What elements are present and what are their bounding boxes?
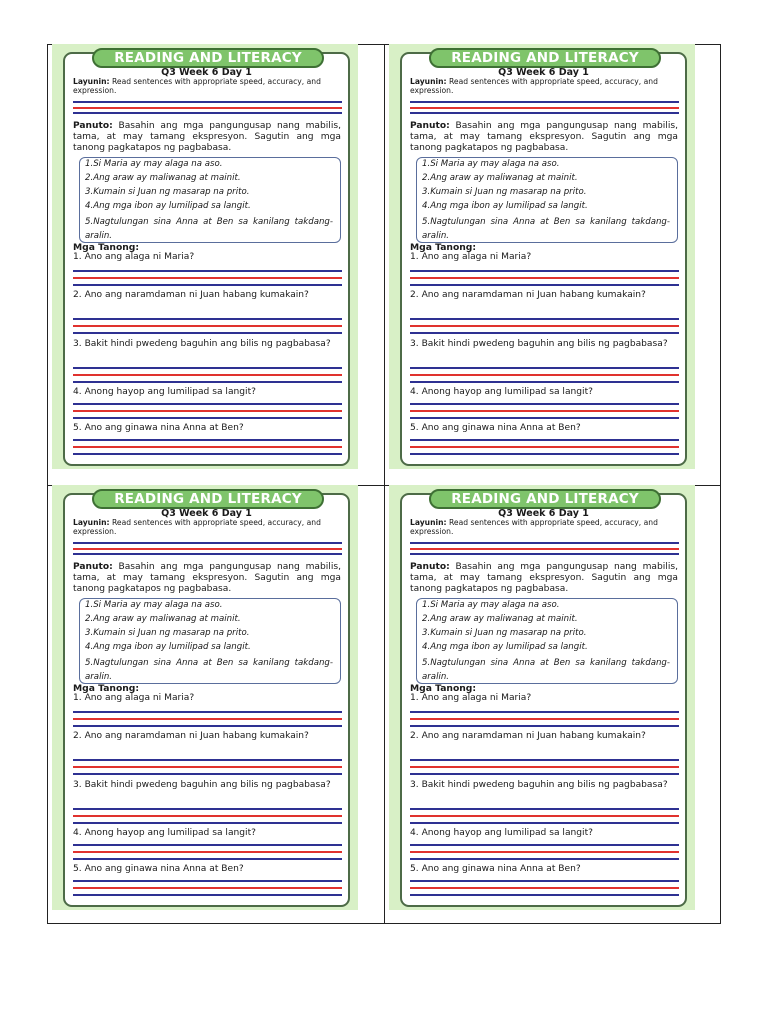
answer-line-blue	[410, 112, 679, 114]
answer-line-red	[73, 815, 342, 817]
question-item: 2. Ano ang naramdaman ni Juan habang kumakain?	[73, 731, 309, 741]
objective-text: Read sentences with appropriate speed, accuracy, and expression.	[73, 77, 321, 95]
directions	[73, 562, 341, 594]
card-banner: READING AND LITERACY	[92, 48, 324, 68]
answer-line-red	[73, 548, 342, 550]
answer-line-blue	[410, 318, 679, 320]
answer-line-red	[410, 718, 679, 720]
question-item: 5. Ano ang ginawa nina Anna at Ben?	[73, 864, 244, 874]
sentences-box	[416, 157, 678, 243]
question-item: 5. Ano ang ginawa nina Anna at Ben?	[73, 423, 244, 433]
answer-line-red	[410, 277, 679, 279]
answer-line-blue	[410, 894, 679, 896]
card-banner: READING AND LITERACY	[92, 489, 324, 509]
directions-text: Basahin ang mga pangungusap nang mabilis, tama, at may tamang ekspresyon. Sagutin ang mga tanong pagkatapos ng pagbabasa.	[410, 121, 678, 153]
answer-line-blue	[410, 844, 679, 846]
answer-line-red	[410, 815, 679, 817]
answer-line-red	[410, 374, 679, 376]
objective	[73, 519, 341, 536]
answer-line-blue	[73, 808, 342, 810]
directions-label: Panuto:	[410, 562, 450, 572]
sentence-item: 3.Kumain si Juan ng masarap na prito.	[85, 187, 250, 197]
answer-line-blue	[73, 101, 342, 103]
sentence-item: 5.Nagtulungan sina Anna at Ben sa kanilang takdang-aralin.	[85, 658, 333, 682]
directions-text: Basahin ang mga pangungusap nang mabilis, tama, at may tamang ekspresyon. Sagutin ang mga tanong pagkatapos ng pagbabasa.	[73, 562, 341, 594]
question-item: 4. Anong hayop ang lumilipad sa langit?	[410, 387, 593, 397]
sheet-vertical-divider	[384, 44, 385, 924]
questions-heading: Mga Tanong:	[73, 683, 140, 694]
answer-line-blue	[73, 542, 342, 544]
week-label: Q3 Week 6 Day 1	[498, 67, 589, 78]
question-item: 1. Ano ang alaga ni Maria?	[73, 693, 195, 703]
answer-line-blue	[410, 367, 679, 369]
answer-line-blue	[410, 725, 679, 727]
answer-line-blue	[410, 880, 679, 882]
answer-line-red	[410, 410, 679, 412]
answer-line-blue	[410, 453, 679, 455]
question-item: 5. Ano ang ginawa nina Anna at Ben?	[410, 864, 581, 874]
sentence-item: 2.Ang araw ay maliwanag at mainit.	[85, 173, 241, 183]
answer-line-red	[73, 325, 342, 327]
sentences-box	[79, 157, 341, 243]
answer-line-blue	[73, 858, 342, 860]
sentence-item: 4.Ang mga ibon ay lumilipad sa langit.	[422, 642, 588, 652]
answer-line-red	[73, 718, 342, 720]
question-item: 4. Anong hayop ang lumilipad sa langit?	[73, 387, 256, 397]
question-item: 4. Anong hayop ang lumilipad sa langit?	[410, 828, 593, 838]
sentence-item: 2.Ang araw ay maliwanag at mainit.	[422, 614, 578, 624]
answer-line-blue	[73, 284, 342, 286]
worksheet-card	[389, 485, 695, 910]
questions-heading: Mga Tanong:	[410, 242, 477, 253]
answer-line-red	[410, 446, 679, 448]
answer-line-blue	[73, 453, 342, 455]
question-item: 3. Bakit hindi pwedeng baguhin ang bilis ng pagbabasa?	[73, 780, 331, 790]
objective-text: Read sentences with appropriate speed, accuracy, and expression.	[410, 77, 658, 95]
answer-line-blue	[73, 403, 342, 405]
answer-line-blue	[73, 759, 342, 761]
answer-line-blue	[73, 381, 342, 383]
answer-line-red	[410, 107, 679, 109]
card-frame	[63, 52, 350, 466]
objective-text: Read sentences with appropriate speed, accuracy, and expression.	[410, 518, 658, 536]
answer-line-blue	[73, 367, 342, 369]
answer-line-blue	[73, 880, 342, 882]
answer-line-red	[410, 766, 679, 768]
objective	[410, 519, 678, 536]
directions	[410, 562, 678, 594]
worksheet-card	[389, 44, 695, 469]
question-item: 3. Bakit hindi pwedeng baguhin ang bilis ng pagbabasa?	[410, 339, 668, 349]
answer-line-red	[73, 374, 342, 376]
objective-label: Layunin:	[410, 518, 447, 527]
answer-line-red	[73, 107, 342, 109]
week-label: Q3 Week 6 Day 1	[161, 67, 252, 78]
answer-line-blue	[410, 417, 679, 419]
questions-heading: Mga Tanong:	[410, 683, 477, 694]
question-item: 2. Ano ang naramdaman ni Juan habang kumakain?	[410, 731, 646, 741]
sentences-box	[79, 598, 341, 684]
answer-line-blue	[410, 858, 679, 860]
directions	[410, 121, 678, 153]
sentence-item: 1.Si Maria ay may alaga na aso.	[85, 600, 223, 610]
answer-line-red	[73, 887, 342, 889]
answer-line-blue	[410, 773, 679, 775]
answer-line-blue	[73, 270, 342, 272]
answer-line-blue	[73, 894, 342, 896]
question-item: 1. Ano ang alaga ni Maria?	[410, 693, 532, 703]
directions-label: Panuto:	[73, 121, 113, 131]
answer-line-blue	[410, 381, 679, 383]
sentence-item: 2.Ang araw ay maliwanag at mainit.	[85, 614, 241, 624]
card-frame	[400, 493, 687, 907]
answer-line-blue	[410, 542, 679, 544]
answer-line-blue	[73, 318, 342, 320]
answer-line-blue	[73, 725, 342, 727]
answer-line-blue	[410, 101, 679, 103]
question-item: 4. Anong hayop ang lumilipad sa langit?	[73, 828, 256, 838]
directions	[73, 121, 341, 153]
worksheet-card	[52, 485, 358, 910]
answer-line-blue	[410, 822, 679, 824]
worksheet-card	[52, 44, 358, 469]
question-item: 5. Ano ang ginawa nina Anna at Ben?	[410, 423, 581, 433]
answer-line-blue	[73, 711, 342, 713]
sentence-item: 5.Nagtulungan sina Anna at Ben sa kanilang takdang-aralin.	[422, 217, 670, 241]
answer-line-blue	[410, 808, 679, 810]
question-item: 2. Ano ang naramdaman ni Juan habang kumakain?	[410, 290, 646, 300]
sentence-item: 4.Ang mga ibon ay lumilipad sa langit.	[85, 201, 251, 211]
week-label: Q3 Week 6 Day 1	[498, 508, 589, 519]
answer-line-blue	[410, 284, 679, 286]
card-frame	[63, 493, 350, 907]
answer-line-blue	[410, 332, 679, 334]
card-banner: READING AND LITERACY	[429, 48, 661, 68]
objective-text: Read sentences with appropriate speed, accuracy, and expression.	[73, 518, 321, 536]
objective-label: Layunin:	[73, 518, 110, 527]
questions-heading: Mga Tanong:	[73, 242, 140, 253]
objective	[410, 78, 678, 95]
sentence-item: 3.Kumain si Juan ng masarap na prito.	[85, 628, 250, 638]
answer-line-red	[410, 851, 679, 853]
objective-label: Layunin:	[73, 77, 110, 86]
question-item: 1. Ano ang alaga ni Maria?	[73, 252, 195, 262]
answer-line-blue	[410, 553, 679, 555]
answer-line-blue	[73, 844, 342, 846]
question-item: 3. Bakit hindi pwedeng baguhin ang bilis ng pagbabasa?	[73, 339, 331, 349]
answer-line-blue	[73, 112, 342, 114]
answer-line-blue	[73, 439, 342, 441]
answer-line-blue	[410, 403, 679, 405]
directions-label: Panuto:	[73, 562, 113, 572]
sentence-item: 4.Ang mga ibon ay lumilipad sa langit.	[422, 201, 588, 211]
answer-line-blue	[410, 270, 679, 272]
answer-line-blue	[410, 759, 679, 761]
sentence-item: 1.Si Maria ay may alaga na aso.	[422, 600, 560, 610]
sentence-item: 1.Si Maria ay may alaga na aso.	[85, 159, 223, 169]
card-frame	[400, 52, 687, 466]
answer-line-blue	[410, 711, 679, 713]
answer-line-blue	[73, 773, 342, 775]
sentence-item: 2.Ang araw ay maliwanag at mainit.	[422, 173, 578, 183]
answer-line-red	[73, 277, 342, 279]
answer-line-red	[410, 887, 679, 889]
answer-line-blue	[73, 417, 342, 419]
answer-line-red	[410, 325, 679, 327]
answer-line-red	[73, 851, 342, 853]
question-item: 2. Ano ang naramdaman ni Juan habang kumakain?	[73, 290, 309, 300]
answer-line-red	[410, 548, 679, 550]
sentences-box	[416, 598, 678, 684]
sentence-item: 3.Kumain si Juan ng masarap na prito.	[422, 628, 587, 638]
sentence-item: 5.Nagtulungan sina Anna at Ben sa kanilang takdang-aralin.	[422, 658, 670, 682]
answer-line-blue	[410, 439, 679, 441]
answer-line-blue	[73, 822, 342, 824]
answer-line-red	[73, 446, 342, 448]
question-item: 1. Ano ang alaga ni Maria?	[410, 252, 532, 262]
directions-label: Panuto:	[410, 121, 450, 131]
objective-label: Layunin:	[410, 77, 447, 86]
answer-line-red	[73, 410, 342, 412]
sentence-item: 1.Si Maria ay may alaga na aso.	[422, 159, 560, 169]
sentence-item: 4.Ang mga ibon ay lumilipad sa langit.	[85, 642, 251, 652]
week-label: Q3 Week 6 Day 1	[161, 508, 252, 519]
question-item: 3. Bakit hindi pwedeng baguhin ang bilis ng pagbabasa?	[410, 780, 668, 790]
answer-line-blue	[73, 553, 342, 555]
answer-line-blue	[73, 332, 342, 334]
sentence-item: 5.Nagtulungan sina Anna at Ben sa kanilang takdang-aralin.	[85, 217, 333, 241]
answer-line-red	[73, 766, 342, 768]
sentence-item: 3.Kumain si Juan ng masarap na prito.	[422, 187, 587, 197]
directions-text: Basahin ang mga pangungusap nang mabilis, tama, at may tamang ekspresyon. Sagutin ang mga tanong pagkatapos ng pagbabasa.	[73, 121, 341, 153]
directions-text: Basahin ang mga pangungusap nang mabilis, tama, at may tamang ekspresyon. Sagutin ang mga tanong pagkatapos ng pagbabasa.	[410, 562, 678, 594]
card-banner: READING AND LITERACY	[429, 489, 661, 509]
objective	[73, 78, 341, 95]
